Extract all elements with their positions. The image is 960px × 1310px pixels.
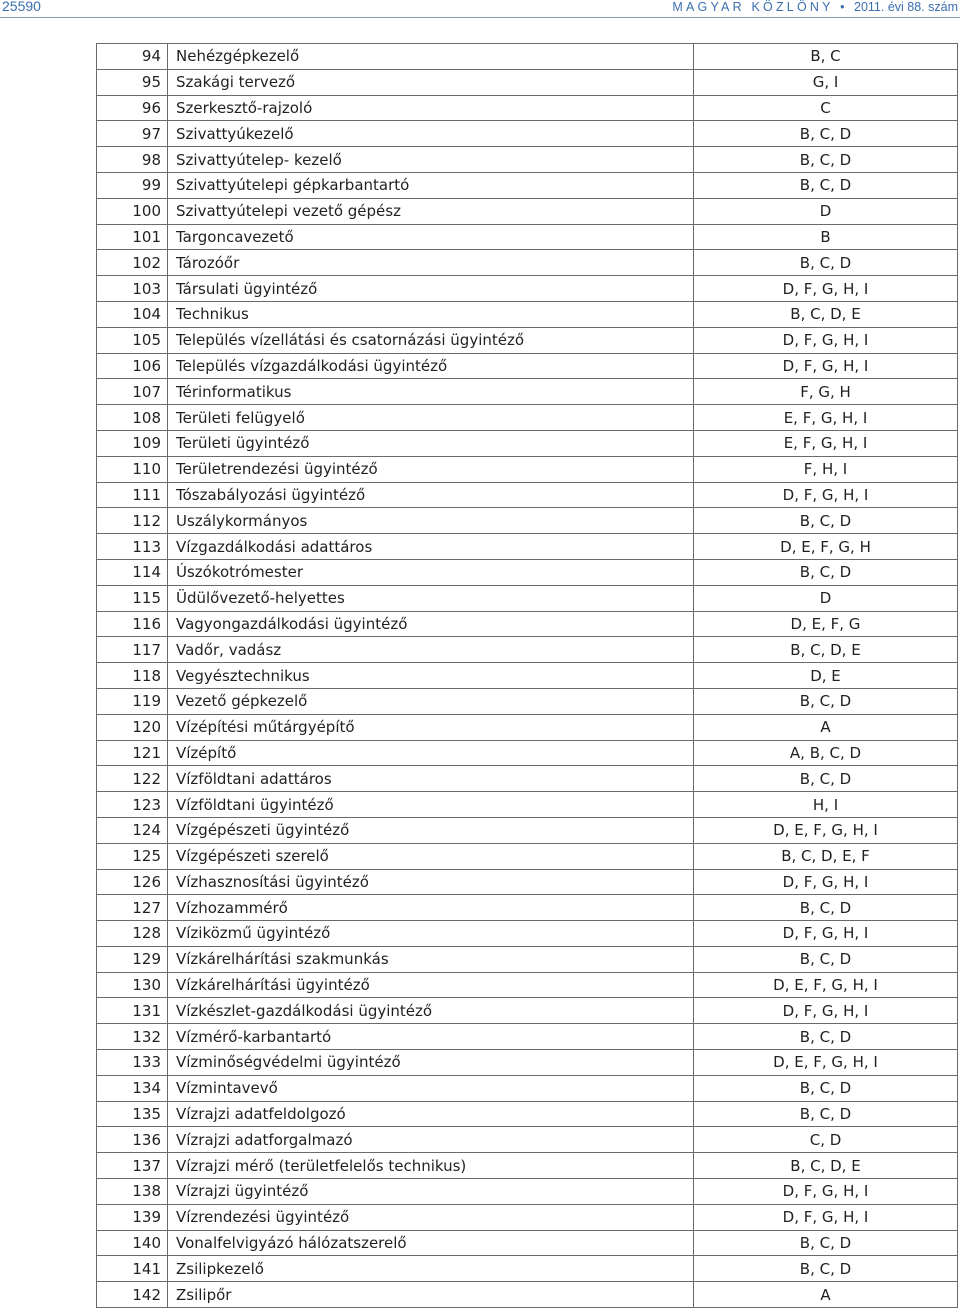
job-title: Vízrajzi adatfeldolgozó: [168, 1101, 694, 1127]
table-row: [97, 972, 958, 998]
table-row: [97, 327, 958, 353]
category-codes: D, F, G, H, I: [694, 921, 958, 947]
job-title: Technikus: [168, 301, 694, 327]
row-number: 107: [97, 379, 168, 405]
category-codes: B, C, D: [694, 766, 958, 792]
job-title: Vízmérő-karbantartó: [168, 1024, 694, 1050]
table-row: [97, 688, 958, 714]
category-codes: B, C: [694, 44, 958, 70]
category-codes: A: [694, 714, 958, 740]
table-row: [97, 44, 958, 70]
row-number: 127: [97, 895, 168, 921]
category-codes: C: [694, 95, 958, 121]
job-title: Tározóőr: [168, 250, 694, 276]
category-codes: G, I: [694, 69, 958, 95]
row-number: 113: [97, 534, 168, 560]
job-title: Területrendezési ügyintéző: [168, 456, 694, 482]
job-title: Területi felügyelő: [168, 405, 694, 431]
job-title: Vízminőségvédelmi ügyintéző: [168, 1050, 694, 1076]
category-codes: D, E, F, G, H, I: [694, 972, 958, 998]
table-row: [97, 95, 958, 121]
category-codes: B, C, D: [694, 1101, 958, 1127]
category-codes: B: [694, 224, 958, 250]
category-codes: C, D: [694, 1127, 958, 1153]
table-row: [97, 585, 958, 611]
category-codes: D: [694, 198, 958, 224]
table-row: [97, 508, 958, 534]
row-number: 126: [97, 869, 168, 895]
category-codes: B, C, D, E, F: [694, 843, 958, 869]
category-codes: A, B, C, D: [694, 740, 958, 766]
job-title: Település vízgazdálkodási ügyintéző: [168, 353, 694, 379]
table-row: [97, 817, 958, 843]
job-title: Szivattyútelepi vezető gépész: [168, 198, 694, 224]
table-row: [97, 1230, 958, 1256]
category-codes: B, C, D: [694, 147, 958, 173]
job-title: Vízkárelhárítási szakmunkás: [168, 946, 694, 972]
table-row: [97, 714, 958, 740]
table-row: [97, 663, 958, 689]
table-row: [97, 224, 958, 250]
job-title: Vízhozammérő: [168, 895, 694, 921]
row-number: 114: [97, 559, 168, 585]
job-title: Üdülővezető-helyettes: [168, 585, 694, 611]
category-codes: B, C, D: [694, 172, 958, 198]
table-row: [97, 921, 958, 947]
table-row: [97, 1127, 958, 1153]
table-row: [97, 276, 958, 302]
category-codes: D, F, G, H, I: [694, 276, 958, 302]
job-title: Vízrendezési ügyintéző: [168, 1204, 694, 1230]
category-codes: B, C, D, E: [694, 637, 958, 663]
table-row: [97, 843, 958, 869]
table-row: [97, 456, 958, 482]
table-row: [97, 405, 958, 431]
category-codes: D, E, F, G, H: [694, 534, 958, 560]
table-row: [97, 1256, 958, 1282]
category-codes: D, F, G, H, I: [694, 1179, 958, 1205]
row-number: 139: [97, 1204, 168, 1230]
job-title: Vízépítő: [168, 740, 694, 766]
category-codes: F, G, H: [694, 379, 958, 405]
category-codes: H, I: [694, 792, 958, 818]
row-number: 140: [97, 1230, 168, 1256]
job-title: Vegyésztechnikus: [168, 663, 694, 689]
job-title: Vízépítési műtárgyépítő: [168, 714, 694, 740]
job-title: Település vízellátási és csatornázási ügyintéző: [168, 327, 694, 353]
separator-bullet: •: [840, 0, 845, 14]
category-codes: B, C, D: [694, 559, 958, 585]
job-title: Vízmintavevő: [168, 1075, 694, 1101]
row-number: 104: [97, 301, 168, 327]
category-codes: D, E, F, G, H, I: [694, 1050, 958, 1076]
category-codes: B, C, D, E: [694, 301, 958, 327]
category-codes: B, C, D: [694, 895, 958, 921]
category-codes: F, H, I: [694, 456, 958, 482]
row-number: 131: [97, 998, 168, 1024]
category-codes: B, C, D, E: [694, 1153, 958, 1179]
row-number: 105: [97, 327, 168, 353]
row-number: 121: [97, 740, 168, 766]
job-title: Vízrajzi mérő (területfelelős technikus): [168, 1153, 694, 1179]
row-number: 123: [97, 792, 168, 818]
table-row: [97, 69, 958, 95]
category-codes: D, F, G, H, I: [694, 482, 958, 508]
category-codes: B, C, D: [694, 1256, 958, 1282]
job-title: Szerkesztő-rajzoló: [168, 95, 694, 121]
category-codes: B, C, D: [694, 250, 958, 276]
row-number: 116: [97, 611, 168, 637]
job-title: Területi ügyintéző: [168, 430, 694, 456]
row-number: 134: [97, 1075, 168, 1101]
job-title: Nehézgépkezelő: [168, 44, 694, 70]
row-number: 103: [97, 276, 168, 302]
job-title: Szivattyútelepi gépkarbantartó: [168, 172, 694, 198]
table-row: [97, 430, 958, 456]
page-header: [0, 0, 960, 18]
job-title: Úszókotrómester: [168, 559, 694, 585]
job-title: Vízkárelhárítási ügyintéző: [168, 972, 694, 998]
table-row: [97, 766, 958, 792]
table-row: [97, 198, 958, 224]
row-number: 122: [97, 766, 168, 792]
table-row: [97, 792, 958, 818]
table-row: [97, 1282, 958, 1308]
row-number: 100: [97, 198, 168, 224]
table-row: [97, 1153, 958, 1179]
table-row: [97, 301, 958, 327]
table-body: [97, 44, 958, 1308]
table-row: [97, 869, 958, 895]
category-codes: E, F, G, H, I: [694, 405, 958, 431]
table-row: [97, 1204, 958, 1230]
table-row: [97, 147, 958, 173]
journal-name: MAGYAR KÖZLÖNY: [672, 0, 834, 14]
category-codes: D, F, G, H, I: [694, 869, 958, 895]
job-title: Zsilipkezelő: [168, 1256, 694, 1282]
row-number: 132: [97, 1024, 168, 1050]
row-number: 99: [97, 172, 168, 198]
category-codes: D, F, G, H, I: [694, 353, 958, 379]
job-title: Vízhasznosítási ügyintéző: [168, 869, 694, 895]
row-number: 133: [97, 1050, 168, 1076]
job-title: Uszálykormányos: [168, 508, 694, 534]
row-number: 142: [97, 1282, 168, 1308]
table-row: [97, 895, 958, 921]
table-row: [97, 998, 958, 1024]
table-row: [97, 946, 958, 972]
category-codes: B, C, D: [694, 1024, 958, 1050]
category-codes: B, C, D: [694, 508, 958, 534]
row-number: 117: [97, 637, 168, 663]
job-title: Zsilipőr: [168, 1282, 694, 1308]
category-codes: B, C, D: [694, 1230, 958, 1256]
row-number: 111: [97, 482, 168, 508]
row-number: 136: [97, 1127, 168, 1153]
job-title: Víziközmű ügyintéző: [168, 921, 694, 947]
row-number: 95: [97, 69, 168, 95]
row-number: 110: [97, 456, 168, 482]
row-number: 106: [97, 353, 168, 379]
category-codes: D, E, F, G: [694, 611, 958, 637]
job-title: Vízrajzi adatforgalmazó: [168, 1127, 694, 1153]
category-codes: B, C, D: [694, 121, 958, 147]
job-title: Vízföldtani ügyintéző: [168, 792, 694, 818]
category-codes: B, C, D: [694, 688, 958, 714]
table-row: [97, 559, 958, 585]
table-row: [97, 1050, 958, 1076]
table-row: [97, 611, 958, 637]
job-title: Vízgépészeti szerelő: [168, 843, 694, 869]
row-number: 94: [97, 44, 168, 70]
job-title: Vonalfelvigyázó hálózatszerelő: [168, 1230, 694, 1256]
table-row: [97, 1101, 958, 1127]
category-codes: D, F, G, H, I: [694, 998, 958, 1024]
job-title: Szivattyúkezelő: [168, 121, 694, 147]
row-number: 97: [97, 121, 168, 147]
category-codes: D: [694, 585, 958, 611]
category-codes: D, E: [694, 663, 958, 689]
table-row: [97, 482, 958, 508]
job-title: Társulati ügyintéző: [168, 276, 694, 302]
job-title: Targoncavezető: [168, 224, 694, 250]
issue-label: 2011. évi 88. szám: [854, 0, 958, 14]
row-number: 115: [97, 585, 168, 611]
category-codes: E, F, G, H, I: [694, 430, 958, 456]
row-number: 98: [97, 147, 168, 173]
row-number: 118: [97, 663, 168, 689]
row-number: 96: [97, 95, 168, 121]
job-category-table: [96, 43, 958, 1308]
row-number: 141: [97, 1256, 168, 1282]
row-number: 135: [97, 1101, 168, 1127]
row-number: 119: [97, 688, 168, 714]
job-title: Vízgazdálkodási adattáros: [168, 534, 694, 560]
page-number: 25590: [2, 0, 41, 14]
row-number: 128: [97, 921, 168, 947]
category-codes: D, E, F, G, H, I: [694, 817, 958, 843]
job-title: Vízkészlet-gazdálkodási ügyintéző: [168, 998, 694, 1024]
row-number: 109: [97, 430, 168, 456]
table-row: [97, 250, 958, 276]
row-number: 137: [97, 1153, 168, 1179]
category-codes: D, F, G, H, I: [694, 327, 958, 353]
job-title: Szivattyútelep- kezelő: [168, 147, 694, 173]
category-codes: A: [694, 1282, 958, 1308]
table-row: [97, 1075, 958, 1101]
table-row: [97, 637, 958, 663]
row-number: 138: [97, 1179, 168, 1205]
row-number: 124: [97, 817, 168, 843]
job-title: Tószabályozási ügyintéző: [168, 482, 694, 508]
row-number: 129: [97, 946, 168, 972]
row-number: 112: [97, 508, 168, 534]
category-codes: B, C, D: [694, 1075, 958, 1101]
job-title: Szakági tervező: [168, 69, 694, 95]
table-row: [97, 1024, 958, 1050]
job-title: Vezető gépkezelő: [168, 688, 694, 714]
row-number: 101: [97, 224, 168, 250]
job-title: Vízgépészeti ügyintéző: [168, 817, 694, 843]
table-row: [97, 740, 958, 766]
row-number: 120: [97, 714, 168, 740]
table-row: [97, 172, 958, 198]
job-title: Vagyongazdálkodási ügyintéző: [168, 611, 694, 637]
table-row: [97, 379, 958, 405]
table-row: [97, 121, 958, 147]
row-number: 108: [97, 405, 168, 431]
table-row: [97, 1179, 958, 1205]
journal-title: [672, 0, 958, 14]
table-row: [97, 353, 958, 379]
category-codes: B, C, D: [694, 946, 958, 972]
row-number: 130: [97, 972, 168, 998]
table-row: [97, 534, 958, 560]
category-codes: D, F, G, H, I: [694, 1204, 958, 1230]
job-title: Vadőr, vadász: [168, 637, 694, 663]
job-title: Vízföldtani adattáros: [168, 766, 694, 792]
job-title: Vízrajzi ügyintéző: [168, 1179, 694, 1205]
row-number: 125: [97, 843, 168, 869]
row-number: 102: [97, 250, 168, 276]
job-title: Térinformatikus: [168, 379, 694, 405]
